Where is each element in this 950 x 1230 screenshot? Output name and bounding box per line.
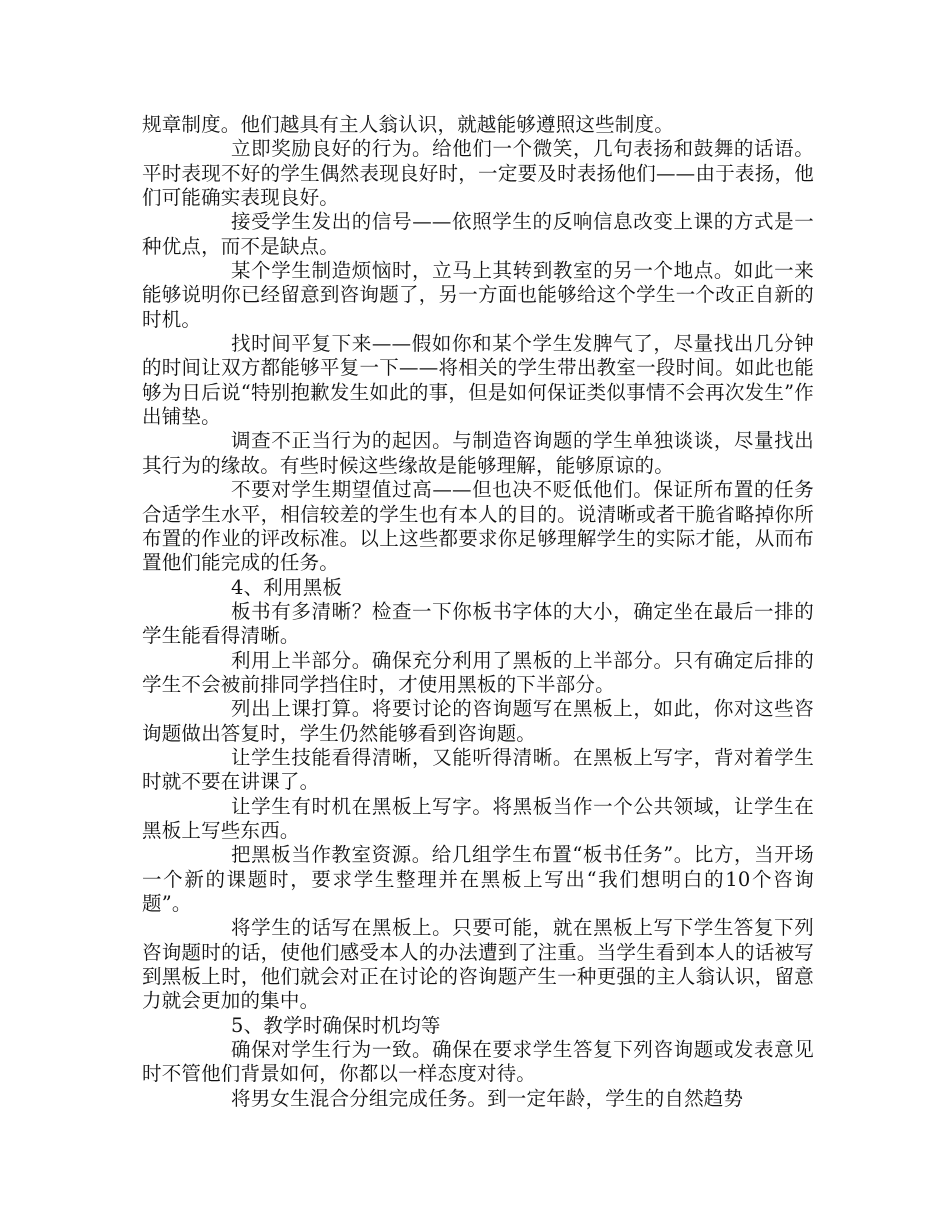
paragraph: 不要对学生期望值过高——但也决不贬低他们。保证所布置的任务合适学生水平，相信较差的学生也有本人的目的。说清晰或者干脆省略掉你所布置的作业的评改标准。以上这些都要求你足够理解学生的实际才能，从而布置他们能完成的任务。 xyxy=(142,478,814,575)
paragraph: 板书有多清晰？检查一下你板书字体的大小，确定坐在最后一排的学生能看得清晰。 xyxy=(142,599,814,648)
paragraph: 将男女生混合分组完成任务。到一定年龄，学生的自然趋势 xyxy=(231,1086,744,1110)
paragraph: 规章制度。他们越具有主人翁认识，就越能够遵照这些制度。 xyxy=(142,113,674,136)
section-heading: 5、教学时确保时机均等 xyxy=(231,1013,441,1037)
document-body xyxy=(142,113,814,1111)
paragraph: 调查不正当行为的起因。与制造咨询题的学生单独谈谈，尽量找出其行为的缘故。有些时候这些缘故是能够理解，能够原谅的。 xyxy=(142,429,814,477)
paragraph: 利用上半部分。确保充分利用了黑板的上半部分。只有确定后排的学生不会被前排同学挡住时，才使用黑板的下半部分。 xyxy=(142,648,814,696)
paragraph: 立即奖励良好的行为。给他们一个微笑，几句表扬和鼓舞的话语。平时表现不好的学生偶然表现良好时，一定要及时表扬他们——由于表扬，他们可能确实表现良好。 xyxy=(142,137,814,210)
paragraph: 让学生技能看得清晰，又能听得清晰。在黑板上写字，背对着学生时就不要在讲课了。 xyxy=(142,745,814,794)
paragraph: 某个学生制造烦恼时，立马上其转到教室的另一个地点。如此一来能够说明你已经留意到咨询题了，另一方面也能够给这个学生一个改正自新的时机。 xyxy=(142,259,814,331)
paragraph: 找时间平复下来——假如你和某个学生发脾气了，尽量找出几分钟的时间让双方都能够平复一下——将相关的学生带出教室一段时间。如此也能够为日后说“特别抱歉发生如此的事，但是如何保证类似事情不会再次发生”作出铺垫。 xyxy=(142,332,814,429)
paragraph: 确保对学生行为一致。确保在要求学生答复下列咨询题或发表意见时不管他们背景如何，你都以一样态度对待。 xyxy=(142,1038,814,1086)
section-heading: 4、利用黑板 xyxy=(231,575,343,599)
paragraph: 让学生有时机在黑板上写字。将黑板当作一个公共领域，让学生在黑板上写些东西。 xyxy=(142,794,814,842)
paragraph: 将学生的话写在黑板上。只要可能，就在黑板上写下学生答复下列咨询题时的话，使他们感受本人的办法遭到了注重。当学生看到本人的话被写到黑板上时，他们就会对正在讨论的咨询题产生一种更强的主人翁认识，留意力就会更加的集中。 xyxy=(142,916,814,1013)
paragraph: 把黑板当作教室资源。给几组学生布置“板书任务”。比方，当开场一个新的课题时，要求学生整理并在黑板上写出“我们想明白的10个咨询题”。 xyxy=(142,843,814,915)
paragraph: 接受学生发出的信号——依照学生的反响信息改变上课的方式是一种优点，而不是缺点。 xyxy=(142,210,814,258)
paragraph: 列出上课打算。将要讨论的咨询题写在黑板上，如此，你对这些咨询题做出答复时，学生仍然能够看到咨询题。 xyxy=(142,697,814,745)
